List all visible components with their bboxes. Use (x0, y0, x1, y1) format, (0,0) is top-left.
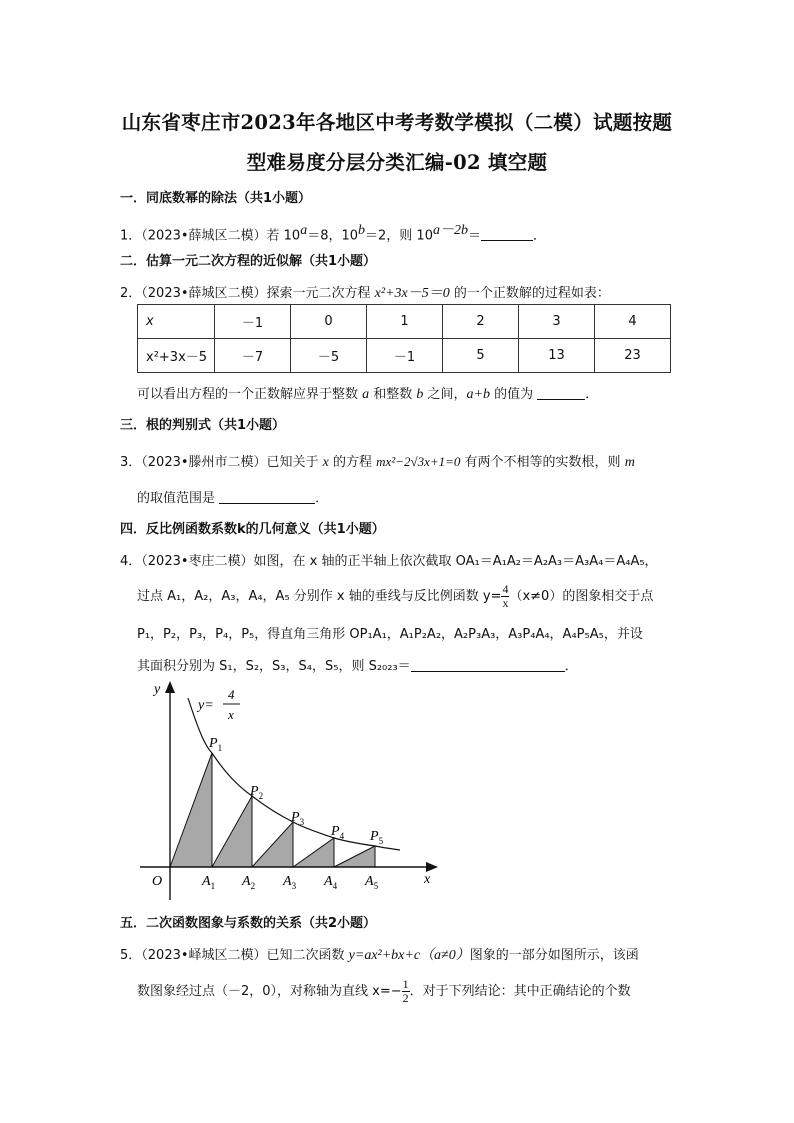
x-axis-arrow (426, 862, 438, 872)
triangle-2 (212, 796, 252, 867)
figure-equation: y= (198, 698, 214, 713)
section-heading-3: 三．根的判别式（共1小题） (120, 418, 286, 433)
question-2-followup: 可以看出方程的一个正数解应界于整数 a 和整数 b 之间，a+b 的值为 ． (137, 387, 599, 402)
triangle-4 (293, 838, 334, 867)
document-title-line2: 型难易度分层分类汇编-02 填空题 (246, 151, 548, 174)
table-cell: 5 (443, 339, 519, 373)
table-cell: 13 (519, 339, 595, 373)
section-heading-1: 一．同底数幂的除法（共1小题） (120, 191, 312, 206)
reciprocal-function-figure (140, 675, 450, 900)
label-p5: $P_5$ (370, 829, 384, 846)
table-cell: －5 (291, 339, 367, 373)
label-p3: $P_3$ (291, 810, 305, 827)
y-axis-arrow (165, 681, 175, 693)
label-p2: $P_2$ (250, 784, 264, 801)
table-row (138, 339, 671, 373)
triangle-3 (252, 822, 293, 867)
table-cell: x²+3x－5 (138, 339, 215, 373)
table-cell: 0 (291, 305, 367, 339)
y-axis-label: y (154, 682, 161, 697)
answer-blank-2 (537, 386, 585, 400)
table-cell: －7 (215, 339, 291, 373)
answer-blank-1 (481, 227, 533, 241)
question-5-line2: 数图象经过点（－2，0），对称轴为直线 x=− $\frac{1}{2}$ ．对于下列结论：其中正确结论的个数 (137, 977, 631, 1005)
answer-blank-3 (219, 490, 315, 504)
table-cell: 3 (519, 305, 595, 339)
label-p4: $P_4$ (331, 824, 345, 841)
label-a5: $A_5$ (365, 874, 379, 891)
triangle-5 (334, 846, 375, 867)
figure-eq-numerator: 4 (228, 687, 235, 702)
section-heading-4: 四．反比例函数系数k的几何意义（共1小题） (120, 522, 385, 537)
fraction-1-over-2: $\frac{1}{2}$ (402, 977, 409, 1005)
x-axis-label: x (424, 872, 431, 887)
table-cell: 2 (443, 305, 519, 339)
question-2: 2．（2023•薛城区二模）探索一元二次方程 x²+3x－5＝0 的一个正数解的过程如表： (120, 286, 610, 301)
question-4-line2: 过点 A₁，A₂，A₃，A₄，A₅ 分别作 x 轴的垂线与反比例函数 y= $\frac{4}{x}$ （x≠0）的图象相交于点 (137, 582, 654, 610)
section-heading-5: 五．二次函数图象与系数的关系（共2小题） (120, 916, 377, 931)
question-5-line1: 5．（2023•峄城区二模）已知二次函数 y=ax²+bx+c（a≠0）图象的一部分如图所示，该函 (120, 948, 639, 963)
table-cell: x (138, 305, 215, 339)
figure-eq-denominator: x (228, 707, 234, 722)
fraction-4-over-x: $\frac{4}{x}$ (502, 582, 509, 610)
label-a3: $A_3$ (283, 874, 297, 891)
label-a4: $A_4$ (324, 874, 338, 891)
values-table (137, 304, 671, 373)
question-4-line1: 4．（2023•枣庄二模）如图，在 x 轴的正半轴上依次截取 OA₁＝A₁A₂＝A₂A₃＝A₃A₄＝A₄A₅， (120, 554, 658, 569)
label-a2: $A_2$ (242, 874, 256, 891)
question-4-line3: P₁，P₂，P₃，P₄，P₅，得直角三角形 OP₁A₁，A₁P₂A₂，A₂P₃A₃，A₃P₄A₄，A₄P₅A₅，并设 (137, 627, 643, 642)
table-cell: －1 (215, 305, 291, 339)
question-4-line4: 其面积分别为 S₁，S₂，S₃，S₄，S₅，则 S₂₀₂₃＝ ． (137, 659, 578, 674)
triangle-1 (170, 753, 212, 867)
table-row (138, 305, 671, 339)
table-cell: 23 (595, 339, 671, 373)
question-3-line2: 的取值范围是 ． (137, 491, 329, 506)
label-p1: $P_1$ (209, 736, 223, 753)
section-heading-2: 二．估算一元二次方程的近似解（共1小题） (120, 254, 377, 269)
answer-blank-4 (411, 658, 565, 672)
origin-label: O (152, 874, 163, 889)
table-cell: 4 (595, 305, 671, 339)
document-title-line1: 山东省枣庄市2023年各地区中考考数学模拟（二模）试题按题 (121, 111, 673, 134)
label-a1: $A_1$ (202, 874, 216, 891)
question-3-line1: 3．（2023•滕州市二模）已知关于 x 的方程 mx²−2√3x+1=0 有两个不相等的实数根，则 m (120, 454, 635, 470)
table-cell: －1 (367, 339, 443, 373)
table-cell: 1 (367, 305, 443, 339)
curve-y-4-over-x (188, 698, 400, 850)
question-1: 1．（2023•薛城区二模）若 $10^a=8$，$10^b=2$，则 $10^{a-2b}=$ ． (120, 223, 547, 244)
